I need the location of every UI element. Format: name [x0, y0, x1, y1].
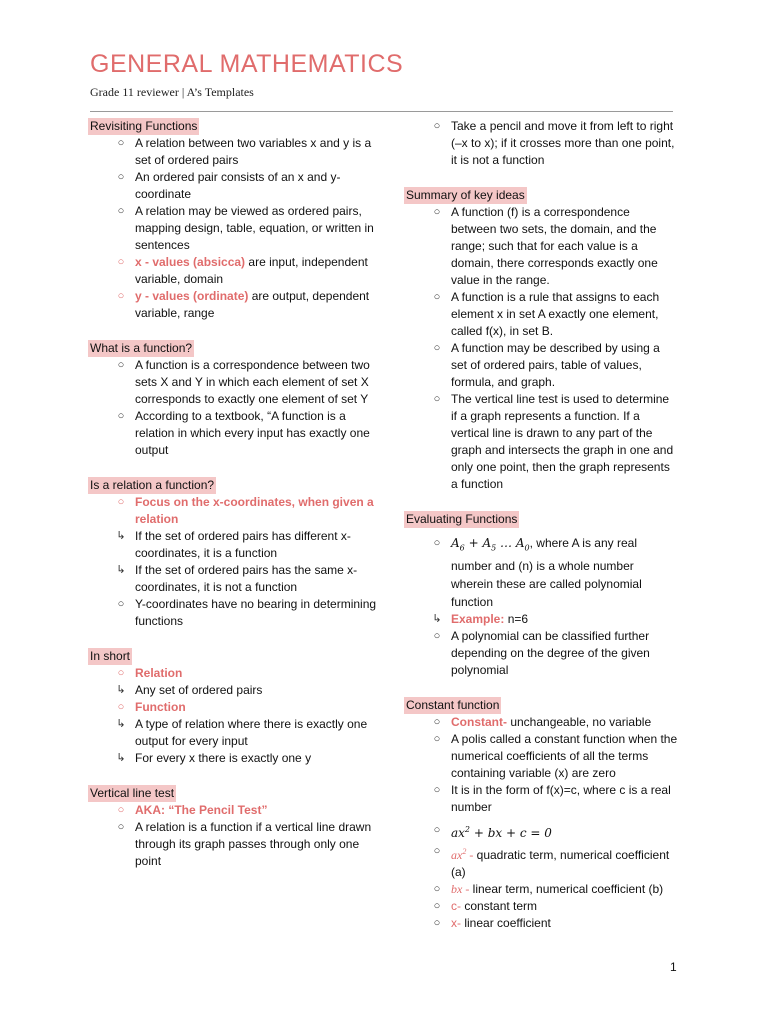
list-item: ↳ For every x there is exactly one y [90, 750, 380, 767]
circle-bullet-icon: ○ [117, 410, 125, 422]
section-summary [406, 187, 678, 493]
section-heading: Is a relation a function? [90, 478, 215, 492]
section-heading: Revisiting Functions [90, 119, 198, 133]
list-item: ↳ Any set of ordered pairs [90, 682, 380, 699]
list-item: ↳ Example: n=6 [406, 611, 678, 628]
circle-bullet-icon: ○ [117, 821, 125, 833]
circle-bullet-icon: ○ [433, 206, 441, 218]
list-item: ○ AKA: “The Pencil Test” [90, 802, 380, 819]
circle-bullet-icon: ○ [117, 598, 125, 610]
circle-bullet-icon: ○ [117, 290, 125, 302]
section-heading: Evaluating Functions [406, 512, 518, 526]
circle-bullet-icon: ○ [117, 205, 125, 217]
circle-bullet-icon: ○ [433, 120, 441, 132]
section-pencil-continued [406, 118, 678, 169]
list-item: ○ $A_6 + A_5$ … $A_0$, where A is any real number and (n) is a whole number wherein these are called polynomial function [406, 534, 678, 611]
circle-bullet-icon: ○ [433, 900, 441, 913]
list-item: ○ It is in the form of f(x)=c, where c is a real number [406, 782, 678, 816]
highlight-term: y - values (ordinate) [135, 289, 249, 303]
list-item: ○ Constant- unchangeable, no variable [406, 714, 678, 731]
list-item: ○ A relation between two variables x and y is a set of ordered pairs [90, 135, 380, 169]
list-item: ○ A polynomial can be classified further depending on the degree of the given polynomial [406, 628, 678, 679]
list-item: ↳ If the set of ordered pairs has the same x-coordinates, it is not a function [90, 562, 380, 596]
arrow-bullet-icon: ↳ [116, 530, 126, 542]
list-item: ○ Function [90, 699, 380, 716]
circle-bullet-icon: ○ [117, 359, 125, 371]
list-item: ○ Y-coordinates have no bearing in determining functions [90, 596, 380, 630]
arrow-bullet-icon: ↳ [116, 684, 126, 696]
circle-bullet-icon: ○ [433, 393, 441, 405]
quadratic-term: $ax^2$ - [451, 847, 474, 863]
list-item: ○ Relation [90, 665, 380, 682]
circle-bullet-icon: ○ [433, 784, 441, 797]
list-item: ○ A relation may be viewed as ordered pairs, mapping design, table, equation, or written in sentences [90, 203, 380, 254]
list-item: ○ According to a textbook, “A function is a relation in which every input has exactly one output [90, 408, 380, 459]
circle-bullet-icon: ○ [433, 845, 441, 858]
circle-bullet-icon: ○ [117, 137, 125, 149]
section-heading: Summary of key ideas [406, 188, 525, 202]
list-item [406, 820, 678, 843]
section-heading: What is a function? [90, 341, 193, 355]
list-item: ○ A function is a correspondence between two sets X and Y in which each element of set X corresponds to exactly one element of set Y [90, 357, 380, 408]
list-item: ○ A relation is a function if a vertical line drawn through its graph passes through only one point [90, 819, 380, 870]
section-revisiting-functions [90, 118, 380, 322]
left-column [90, 118, 380, 888]
section-in-short [90, 648, 380, 767]
list-item: ○ $ax^2$ - quadratic term, numerical coefficient (a) [406, 843, 678, 881]
list-item: ○ Take a pencil and move it from left to right (–x to x); if it crosses more than one point, it is not a function [406, 118, 678, 169]
document-title: GENERAL MATHEMATICS [90, 50, 404, 78]
list-item: ○ Focus on the x-coordinates, when given a relation [90, 494, 380, 528]
right-column [406, 118, 678, 950]
list-item: ○ A function (f) is a correspondence between two sets, the domain, and the range; such that for each value is a domain, there corresponds exactly one value in the range. [406, 204, 678, 289]
circle-bullet-icon: ○ [433, 733, 441, 746]
section-heading: Vertical line test [90, 786, 175, 800]
circle-bullet-icon: ○ [433, 824, 441, 837]
list-item: ↳ A type of relation where there is exactly one output for every input [90, 716, 380, 750]
list-item: ○ y - values (ordinate) are output, dependent variable, range [90, 288, 380, 322]
section-evaluating-functions [406, 511, 678, 679]
arrow-bullet-icon: ↳ [116, 564, 126, 576]
list-item: ○ x- linear coefficient [406, 915, 678, 932]
list-item: ○ x - values (absicca) are input, independent variable, domain [90, 254, 380, 288]
section-what-is-function [90, 340, 380, 459]
list-item: ○ An ordered pair consists of an x and y-coordinate [90, 169, 380, 203]
arrow-bullet-icon: ↳ [116, 752, 126, 764]
document-subtitle: Grade 11 reviewer | A’s Templates [90, 85, 254, 99]
circle-bullet-icon: ○ [433, 291, 441, 303]
circle-bullet-icon: ○ [433, 342, 441, 354]
list-item: ○ bx - linear term, numerical coefficient (b) [406, 881, 678, 898]
circle-bullet-icon: ○ [117, 667, 125, 679]
circle-bullet-icon: ○ [433, 537, 441, 549]
list-item: ↳ If the set of ordered pairs has different x-coordinates, it is a function [90, 528, 380, 562]
section-vertical-line-test [90, 785, 380, 870]
circle-bullet-icon: ○ [433, 716, 441, 729]
quadratic-formula: $ax^2$ + bx + c = 0 [451, 825, 552, 841]
polynomial-formula: $A_6 + A_5$ … $A_0$ [451, 536, 530, 553]
circle-bullet-icon: ○ [117, 171, 125, 183]
circle-bullet-icon: ○ [117, 804, 125, 816]
section-constant-function [406, 697, 678, 932]
list-item: ○ The vertical line test is used to determine if a graph represents a function. If a vertical line is drawn to any part of the graph and intersects the graph in one and only one point, then the graph represents a function [406, 391, 678, 493]
circle-bullet-icon: ○ [117, 701, 125, 713]
circle-bullet-icon: ○ [117, 256, 125, 268]
circle-bullet-icon: ○ [433, 883, 441, 896]
header-divider [90, 111, 673, 112]
list-item: ○ A polis called a constant function when the numerical coefficients of all the terms containing variable (x) are zero [406, 731, 678, 782]
arrow-bullet-icon: ↳ [116, 718, 126, 730]
list-item: ○ A function may be described by using a set of ordered pairs, table of values, formula, and graph. [406, 340, 678, 391]
section-is-relation-function [90, 477, 380, 630]
circle-bullet-icon: ○ [433, 917, 441, 930]
section-heading: Constant function [406, 698, 500, 713]
page-number: 1 [670, 960, 677, 974]
highlight-term: x - values (absicca) [135, 255, 246, 269]
list-item: ○ c- constant term [406, 898, 678, 915]
circle-bullet-icon: ○ [433, 630, 441, 643]
circle-bullet-icon: ○ [117, 496, 125, 508]
list-item: ○ A function is a rule that assigns to each element x in set A exactly one element, called f(x), in set B. [406, 289, 678, 340]
arrow-bullet-icon: ↳ [432, 613, 442, 626]
section-heading: In short [90, 649, 131, 663]
